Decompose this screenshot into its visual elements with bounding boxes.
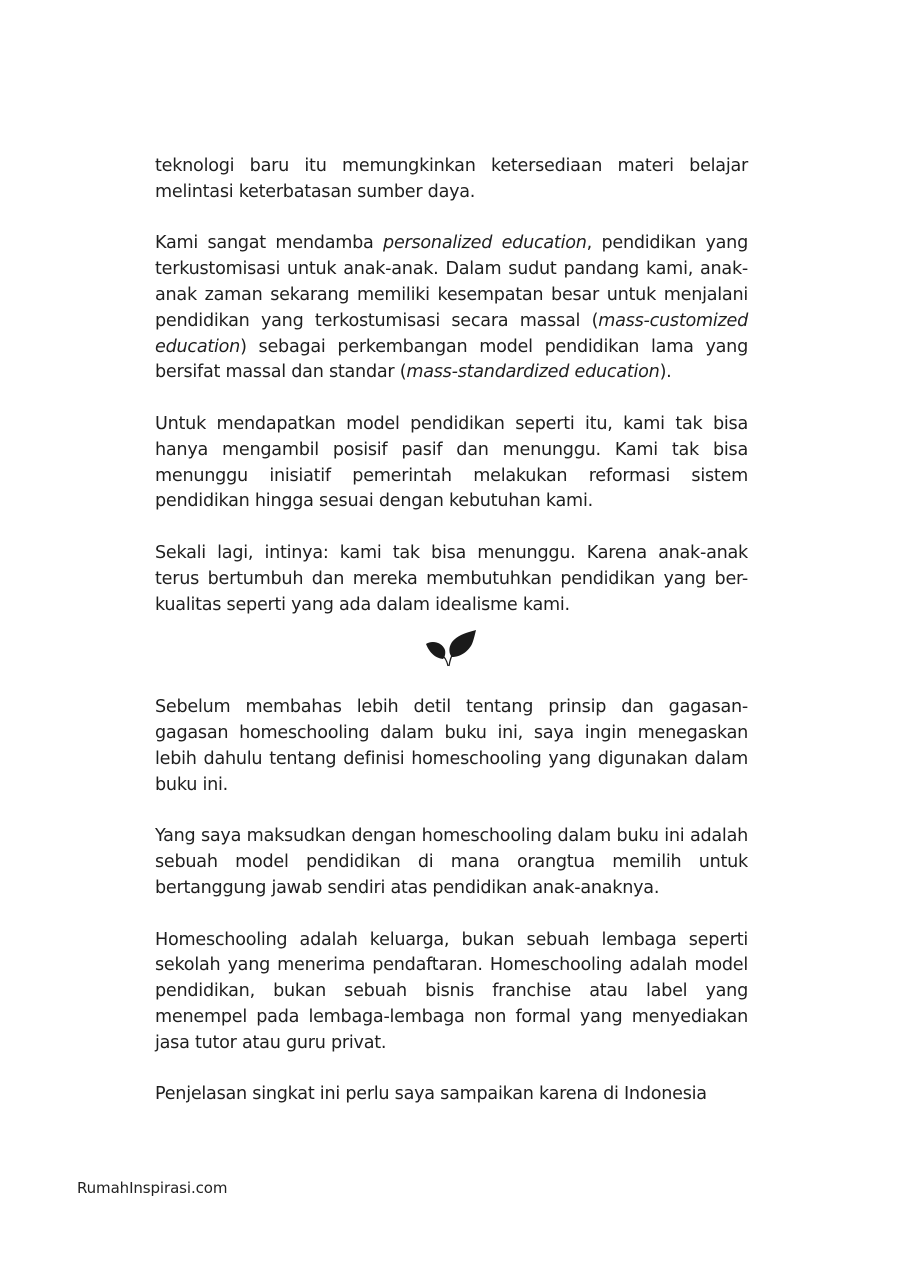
leaf-right bbox=[449, 630, 476, 657]
italic-text: personalized education bbox=[383, 233, 587, 254]
section-1 bbox=[155, 154, 748, 618]
page-body bbox=[155, 154, 748, 1108]
text-segment: ). bbox=[659, 362, 672, 383]
text-segment: teknologi baru itu memungkinkan ketersediaan materi belajar melintasi keterbatasan sumber daya. bbox=[155, 156, 748, 202]
text-segment: Kami sangat mendamba bbox=[155, 233, 384, 254]
italic-text: mass-standardized education bbox=[406, 362, 660, 383]
section-2 bbox=[155, 695, 748, 1108]
text-segment: Untuk mendapatkan model pendidikan seperti itu, kami tak bisa hanya mengambil posisif pasif dan menunggu. Kami tak bisa menunggu inisiatif pemerintah melakukan reformasi sistem pendidikan hingga sesuai dengan kebutuhan kami. bbox=[155, 413, 748, 512]
footer-site-name: RumahInspirasi.com bbox=[77, 1179, 228, 1197]
text-segment: , pendidikan yang terkustomisasi untuk anak-anak. Dalam sudut pandang kami, anak-anak zaman sekarang memiliki kesempatan besar untuk menjalani pendidikan yang terkostumisasi secara massal ( bbox=[155, 233, 748, 331]
paragraph bbox=[155, 154, 748, 206]
paragraph bbox=[155, 541, 748, 618]
leaf-sprout-icon bbox=[424, 628, 480, 668]
text-segment: Homeschooling adalah keluarga, bukan sebuah lembaga seperti sekolah yang menerima pendaftaran. Homeschooling adalah model pendidikan, bukan sebuah bisnis franchise atau label yang menempel pada lembaga-lembaga non formal yang menyediakan jasa tutor atau guru privat. bbox=[155, 929, 748, 1053]
text-segment: Penjelasan singkat ini perlu saya sampaikan karena di Indonesia bbox=[155, 1084, 707, 1105]
leaf-left bbox=[426, 642, 445, 659]
italic-text: mass-customized education bbox=[155, 310, 748, 357]
paragraph bbox=[155, 824, 748, 901]
text-segment: Sebelum membahas lebih detil tentang prinsip dan gagasan-gagasan homeschooling dalam buku ini, saya ingin menegaskan lebih dahulu tentang definisi homeschooling yang digunakan dalam buku ini. bbox=[155, 697, 748, 795]
paragraph bbox=[155, 1082, 748, 1108]
text-segment: Yang saya maksudkan dengan homeschooling dalam buku ini adalah sebuah model pendidikan di mana orangtua memilih untuk bertanggung jawab sendiri atas pendidikan anak-anaknya. bbox=[155, 826, 748, 898]
paragraph bbox=[155, 412, 748, 515]
text-segment: ) sebagai perkembangan model pendidikan lama yang bersifat massal dan standar ( bbox=[155, 336, 748, 383]
paragraph bbox=[155, 928, 748, 1057]
paragraph bbox=[155, 695, 748, 798]
text-segment: Sekali lagi, intinya: kami tak bisa menunggu. Karena anak-anak terus bertumbuh dan mereka membutuhkan pendidikan yang ber-kualitas seperti yang ada dalam idealisme kami. bbox=[155, 542, 748, 615]
paragraph bbox=[155, 231, 748, 386]
